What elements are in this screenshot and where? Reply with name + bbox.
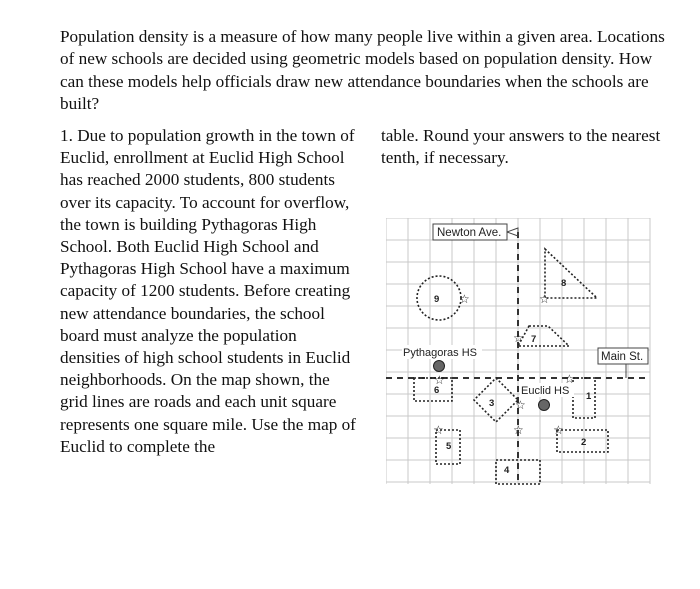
euclid-map-figure [386,218,654,492]
neighborhood-6-boundary [414,378,452,401]
star-icon: ☆ [539,292,550,306]
neighborhood-number: 1 [586,391,592,402]
neighborhood-number: 8 [561,278,567,289]
main-st-pointer [616,364,626,378]
neighborhood-number: 4 [504,465,510,476]
neighborhood-number: 9 [434,294,440,305]
problem-text-right: table. Round your answers to the nearest tenth, if necessary. [381,126,661,168]
neighborhood-8-boundary [545,249,597,298]
star-icon: ☆ [513,423,524,437]
star-icon: ☆ [459,292,470,306]
neighborhood-number: 2 [581,437,587,448]
problem-text-left: 1. Due to population growth in the town of Euclid, enrollment at Euclid High School has reached 2000 students, 800 students over its capacity. To account for overflow, the town is building Pythagoras High School. Both Euclid High School and Pythagoras High School have a maximum capacity of 1200 students. Before creating new attendance boundaries, the school board must analyze the population densities of high school students in Euclid neighborhoods. On the map shown, the grid lines are roads and each unit square represents one square mile. Use the map of Euclid to complete the [60,126,356,456]
main-st-label: Main St. [601,351,644,363]
star-icon: ☆ [553,423,564,437]
neighborhood-number: 5 [446,441,452,452]
star-icon: ☆ [433,423,444,437]
neighborhood-number: 3 [489,398,495,409]
intro-paragraph [60,26,670,115]
neighborhood-number: 7 [531,334,537,345]
star-icon: ☆ [513,331,524,345]
euclid-hs-marker [539,400,550,411]
newton-ave-label: Newton Ave. [437,227,502,239]
neighborhood-7-boundary [518,326,569,346]
star-icon: ☆ [515,398,526,412]
star-icon: ☆ [564,372,575,386]
pythagoras-hs-label: Pythagoras HS [403,347,477,359]
problem-left-column [60,125,360,458]
problem-right-column [381,125,671,170]
neighborhood-number: 6 [434,385,440,396]
pythagoras-hs-marker [434,361,445,372]
newton-ave-pointer [507,228,518,236]
euclid-map [386,218,654,492]
euclid-hs-label: Euclid HS [521,385,570,397]
intro-text: Population density is a measure of how many people live within a given area. Locations of new schools are decided using geometric models based on population density. How can these models help officials draw new attendance boundaries when the schools are built? [60,27,665,113]
star-icon: ☆ [434,373,445,387]
